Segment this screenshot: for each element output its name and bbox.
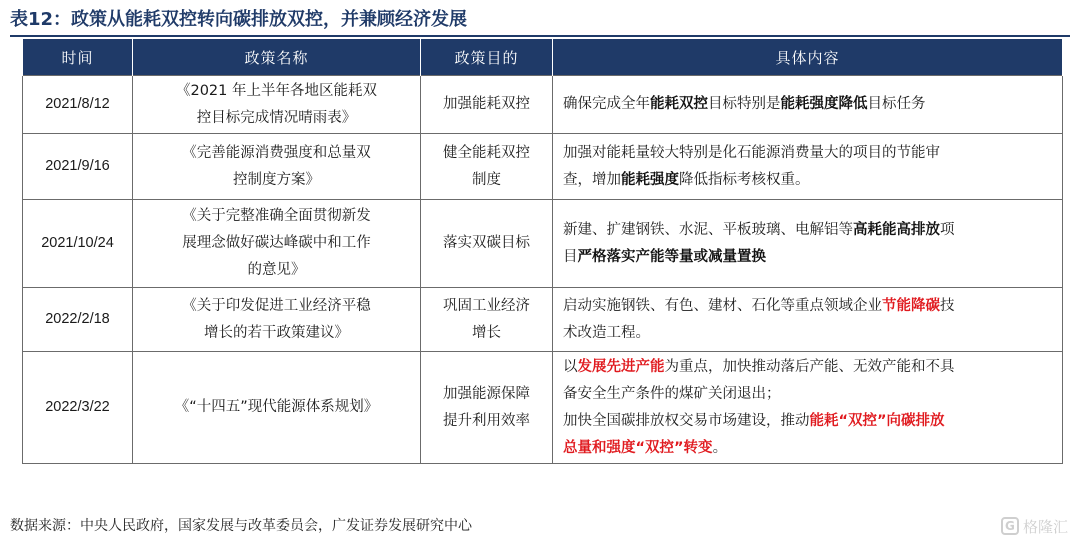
emphasis-bold: 能耗强度降低 bbox=[780, 96, 868, 112]
emphasis-bold: 严格落实产能等量或减量置换 bbox=[577, 248, 766, 265]
detail-text: 为重点，加快推动落后产能、无效产能和不具 bbox=[664, 358, 955, 375]
emphasis-bold: 高耗能高排放 bbox=[853, 221, 940, 238]
header-date: 时间 bbox=[23, 39, 133, 76]
detail-text: 项 bbox=[940, 221, 955, 238]
logo-text: 格隆汇 bbox=[1022, 517, 1068, 536]
detail-line bbox=[563, 167, 1052, 194]
policy-name-line: 《2021 年上半年各地区能耗双 bbox=[175, 82, 377, 99]
policy-detail bbox=[553, 200, 1063, 288]
policy-detail bbox=[553, 76, 1063, 134]
detail-text: 术改造工程。 bbox=[563, 324, 650, 341]
policy-name-line: 《关于完整准确全面贯彻新发 bbox=[182, 208, 371, 224]
policy-goal-line: 加强能耗双控 bbox=[443, 96, 530, 112]
policy-detail bbox=[553, 288, 1063, 352]
policy-name-line: 展理念做好碳达峰碳中和工作 bbox=[182, 235, 371, 251]
policy-date: 2022/2/18 bbox=[23, 288, 133, 352]
policy-goal-line: 提升利用效率 bbox=[443, 412, 530, 429]
policy-goal-line: 巩固工业经济 bbox=[443, 297, 530, 314]
policy-date: 2022/3/22 bbox=[23, 352, 133, 464]
policy-detail bbox=[553, 134, 1063, 200]
emphasis-red: 总量和强度“双控”转变 bbox=[563, 439, 713, 456]
policy-goal bbox=[421, 76, 553, 134]
policy-name bbox=[133, 200, 421, 288]
detail-line bbox=[563, 354, 1052, 381]
header-policy-goal: 政策目的 bbox=[421, 39, 553, 76]
detail-text: 查，增加 bbox=[563, 171, 621, 188]
watermark-logo bbox=[1001, 514, 1068, 538]
policy-goal-line: 制度 bbox=[472, 171, 501, 188]
policy-table bbox=[22, 39, 1063, 464]
logo-icon: G bbox=[1001, 517, 1019, 535]
table-row bbox=[23, 200, 1063, 288]
detail-text: 以 bbox=[563, 358, 578, 375]
title-divider bbox=[10, 35, 1070, 37]
detail-text: 启动实施钢铁、有色、建材、石化等重点领域企业 bbox=[563, 297, 882, 314]
policy-name-line: 《关于印发促进工业经济平稳 bbox=[182, 297, 371, 314]
detail-line bbox=[563, 91, 1052, 118]
header-policy-name: 政策名称 bbox=[133, 39, 421, 76]
policy-name-line: 《完善能源消费强度和总量双 bbox=[182, 144, 371, 161]
detail-text: 新建、扩建钢铁、水泥、平板玻璃、电解铝等 bbox=[563, 221, 853, 238]
policy-name bbox=[133, 352, 421, 464]
detail-line bbox=[563, 217, 1052, 244]
detail-text: 目标任务 bbox=[867, 96, 926, 112]
detail-text: 加强对能耗量较大特别是化石能源消费量大的项目的节能审 bbox=[563, 144, 940, 161]
policy-name-line: 的意见》 bbox=[247, 262, 306, 278]
emphasis-bold: 能耗强度 bbox=[621, 171, 679, 188]
policy-goal-line: 健全能耗双控 bbox=[443, 144, 530, 161]
detail-line bbox=[563, 408, 1052, 435]
policy-date: 2021/10/24 bbox=[23, 200, 133, 288]
policy-date: 2021/8/12 bbox=[23, 76, 133, 134]
policy-name bbox=[133, 288, 421, 352]
detail-text: 技 bbox=[940, 297, 955, 314]
policy-name-line: 增长的若干政策建议》 bbox=[204, 324, 349, 341]
emphasis-red: 能耗“双控”向碳排放 bbox=[809, 412, 945, 429]
policy-goal bbox=[421, 134, 553, 200]
detail-text: 确保完成全年 bbox=[563, 96, 650, 112]
detail-line bbox=[563, 140, 1052, 167]
policy-name bbox=[133, 134, 421, 200]
detail-line bbox=[563, 381, 1052, 408]
detail-text: 。 bbox=[712, 439, 728, 456]
emphasis-red: 节能降碳 bbox=[882, 297, 940, 314]
detail-text: 备安全生产条件的煤矿关闭退出； bbox=[563, 385, 781, 402]
policy-goal bbox=[421, 200, 553, 288]
policy-date: 2021/9/16 bbox=[23, 134, 133, 200]
detail-text: 降低指标考核权重。 bbox=[679, 171, 810, 188]
policy-name-line: 《“十四五”现代能源体系规划》 bbox=[174, 399, 379, 415]
table-body bbox=[23, 76, 1063, 464]
policy-name bbox=[133, 76, 421, 134]
detail-text: 目标特别是 bbox=[708, 96, 781, 112]
policy-goal-line: 增长 bbox=[472, 324, 501, 341]
policy-name-line: 控制度方案》 bbox=[233, 171, 320, 188]
table-row bbox=[23, 134, 1063, 200]
table-row bbox=[23, 352, 1063, 464]
detail-text: 目 bbox=[563, 248, 578, 265]
detail-line bbox=[563, 320, 1052, 347]
emphasis-red: 发展先进产能 bbox=[577, 358, 665, 375]
policy-goal-line: 落实双碳目标 bbox=[443, 235, 530, 251]
table-row bbox=[23, 76, 1063, 134]
detail-line bbox=[563, 293, 1052, 320]
data-source: 数据来源：中央人民政府，国家发展与改革委员会，广发证券发展研究中心 bbox=[10, 518, 472, 534]
header-details: 具体内容 bbox=[553, 39, 1063, 76]
policy-goal-line: 加强能源保障 bbox=[443, 385, 530, 402]
policy-detail bbox=[553, 352, 1063, 464]
table-title: 表12：政策从能耗双控转向碳排放双控，并兼顾经济发展 bbox=[10, 9, 468, 30]
policy-goal bbox=[421, 352, 553, 464]
table-row bbox=[23, 288, 1063, 352]
policy-name-line: 控目标完成情况晴雨表》 bbox=[196, 109, 357, 126]
detail-line bbox=[563, 244, 1052, 271]
emphasis-bold: 能耗双控 bbox=[650, 96, 708, 112]
detail-text: 加快全国碳排放权交易市场建设，推动 bbox=[563, 412, 810, 429]
detail-line bbox=[563, 435, 1052, 462]
table-header-row bbox=[23, 39, 1063, 76]
policy-goal bbox=[421, 288, 553, 352]
